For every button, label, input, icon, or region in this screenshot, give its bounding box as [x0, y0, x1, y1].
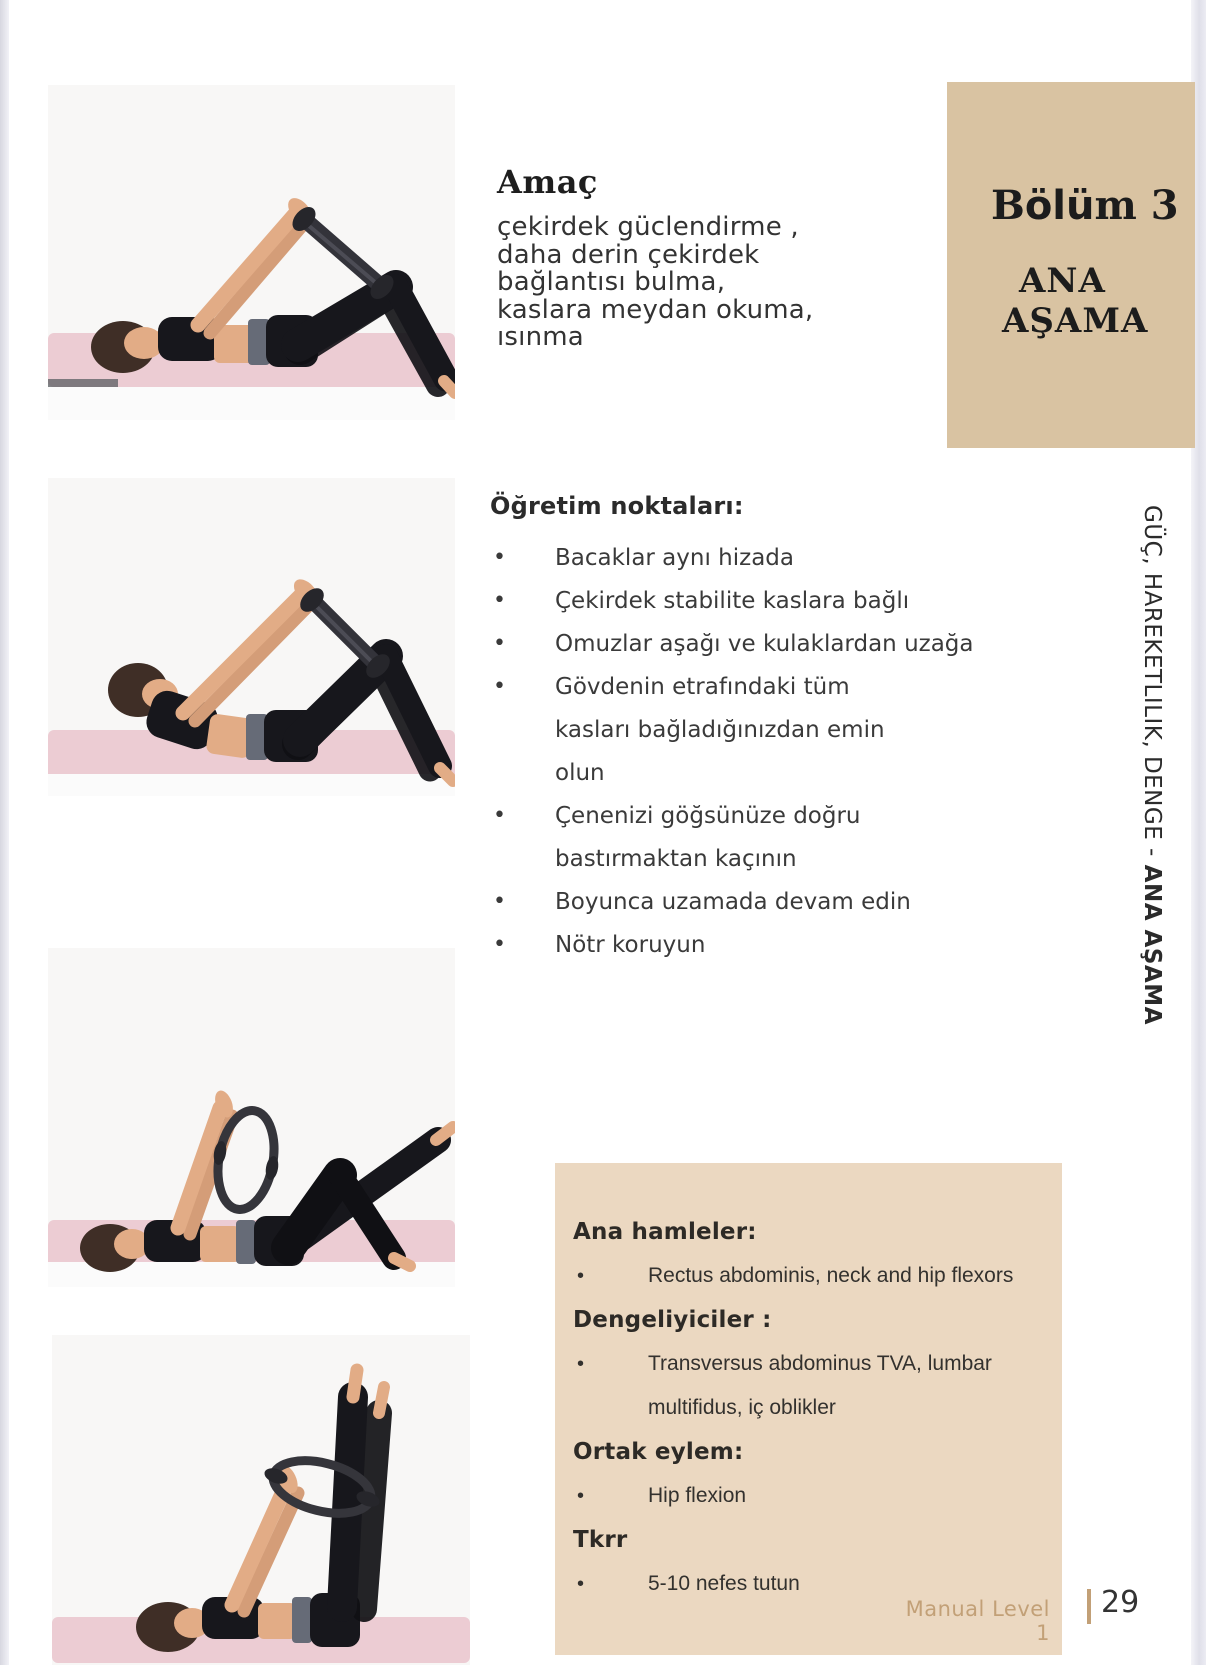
teaching-bullet-text: Bacaklar aynı hizada: [555, 544, 794, 571]
bullet-icon: •: [493, 545, 506, 570]
side-banner: [1139, 505, 1165, 1105]
photo3-illustration: [48, 948, 455, 1287]
info-bullet-text: Rectus abdominis, neck and hip flexors: [648, 1264, 1014, 1287]
purpose-line: çekirdek güclendirme ,: [497, 212, 799, 242]
purpose-text: [497, 214, 902, 352]
bullet-icon: •: [577, 1572, 585, 1595]
info-bullet-text: multifidus, iç oblikler: [648, 1396, 836, 1419]
teaching-bullet-text: Çekirdek stabilite kaslara bağlı: [555, 587, 910, 614]
exercise-photo-1: [48, 85, 455, 420]
teaching-bullet-text: Boyunca uzamada devam edin: [555, 888, 911, 915]
purpose-section: [497, 163, 902, 352]
side-banner-regular: GÜÇ, HAREKETLILIK, DENGE -: [1139, 505, 1165, 865]
teaching-points-section: [490, 492, 990, 966]
chapter-subtitle: [947, 261, 1195, 341]
teaching-bullet: [490, 536, 990, 579]
bullet-icon: •: [493, 631, 506, 656]
teaching-bullet: [490, 794, 990, 837]
teaching-points-heading: Öğretim noktaları:: [490, 492, 744, 520]
photo4-illustration: [52, 1335, 470, 1665]
mat-edge: [48, 379, 118, 388]
bullet-icon: •: [577, 1484, 585, 1507]
teaching-bullet-text: Omuzlar aşağı ve kulaklardan uzağa: [555, 630, 974, 657]
bullet-icon: •: [577, 1264, 585, 1287]
teaching-bullet: [490, 880, 990, 923]
teaching-bullet: [490, 665, 990, 708]
page-number: 29: [1101, 1585, 1140, 1620]
teaching-bullet-text: Çenenizi göğsünüze doğru: [555, 802, 861, 829]
info-bullet-text: 5-10 nefes tutun: [648, 1572, 800, 1595]
bullet-icon: •: [493, 674, 506, 699]
chapter-title: [947, 182, 1195, 229]
teaching-bullet-text: olun: [555, 759, 605, 786]
teaching-bullet-text: kasları bağladığınızdan emin: [555, 716, 885, 743]
muscles-info-box: [555, 1163, 1062, 1655]
photo2-illustration: [48, 478, 455, 796]
purpose-line: kaslara meydan okuma,: [497, 294, 814, 325]
info-section-label: Tkrr: [573, 1527, 628, 1553]
bullet-icon: •: [493, 803, 506, 828]
teaching-bullet-continuation: [490, 837, 990, 880]
info-bullet: [573, 1474, 1062, 1518]
page-number-divider: [1087, 1589, 1091, 1624]
bullet-icon: •: [493, 932, 506, 957]
photo1-illustration: [48, 85, 455, 420]
teaching-bullet-text: bastırmaktan kaçının: [555, 845, 797, 872]
purpose-line: daha derin çekirdek: [497, 239, 760, 270]
chapter-title-part: B: [991, 182, 1025, 229]
info-bullet-continuation: [573, 1386, 1062, 1430]
purpose-heading: Amaç: [497, 163, 598, 201]
bullet-icon: •: [577, 1352, 585, 1375]
chapter-box: [947, 82, 1195, 448]
teaching-bullet: [490, 579, 990, 622]
floor: [48, 387, 455, 420]
info-section-label: Ortak eylem:: [573, 1439, 744, 1465]
purpose-line: bağlantısı bulma,: [497, 267, 726, 297]
teaching-bullet: [490, 622, 990, 665]
chapter-title-part: ölü: [1024, 183, 1095, 229]
side-banner-bold: ANA AŞAMA: [1139, 864, 1165, 1025]
exercise-photo-3: [48, 948, 455, 1287]
info-bullet: [573, 1342, 1062, 1386]
info-bullet-text: Hip flexion: [648, 1484, 747, 1507]
teaching-bullet-continuation: [490, 708, 990, 751]
purpose-line: ısınma: [497, 322, 584, 352]
chapter-subtitle-line: AŞAMA: [1002, 301, 1149, 341]
info-section-label: Ana hamleler:: [573, 1219, 757, 1245]
page-edge-left: [0, 0, 9, 1665]
chapter-title-part: m 3: [1094, 182, 1179, 229]
teaching-bullet-text: Nötr koruyun: [555, 931, 706, 958]
info-bullet: [573, 1254, 1062, 1298]
footer-brand: Manual Level 1: [905, 1597, 1050, 1645]
bullet-icon: •: [493, 588, 506, 613]
exercise-photo-2: [48, 478, 455, 796]
chapter-subtitle-line: ANA: [1019, 261, 1106, 301]
exercise-photo-4: [52, 1335, 470, 1665]
teaching-bullet-text: Gövdenin etrafındaki tüm: [555, 673, 850, 700]
floor: [48, 774, 455, 796]
info-bullet-text: Transversus abdominus TVA, lumbar: [648, 1352, 992, 1375]
info-section-label: Dengeliyiciler :: [573, 1307, 772, 1333]
teaching-bullet-continuation: [490, 751, 990, 794]
bullet-icon: •: [493, 889, 506, 914]
teaching-bullet: [490, 923, 990, 966]
